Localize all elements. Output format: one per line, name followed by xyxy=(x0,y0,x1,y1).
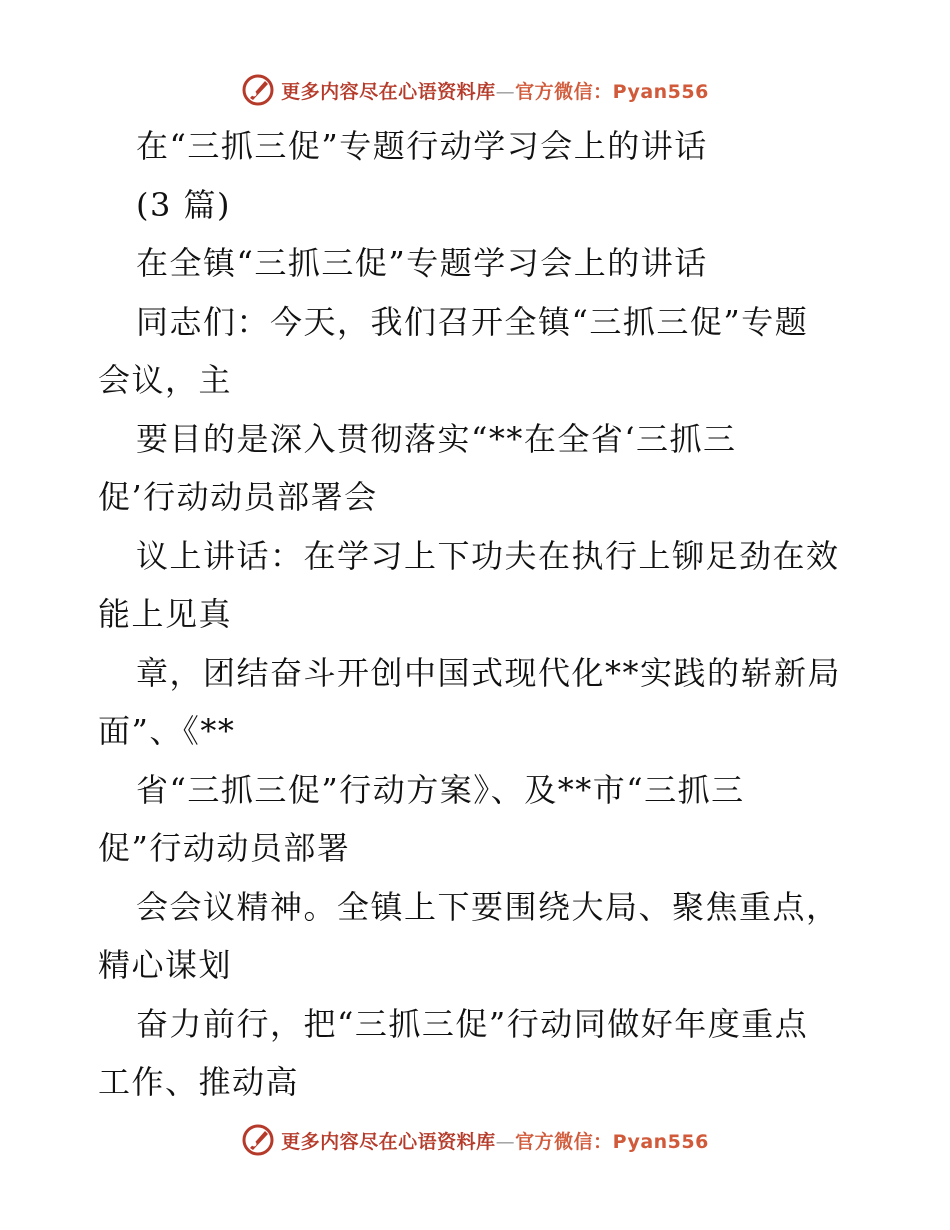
paragraph-line: 工作、推动高 xyxy=(98,1063,300,1101)
quill-logo-icon xyxy=(241,73,275,107)
paragraph-line: 章，团结奋斗开创中国式现代化**实践的崭新局 xyxy=(136,653,842,692)
document-title-line-1: 在“三抓三促”专题行动学习会上的讲话 xyxy=(136,127,708,165)
paragraph-line: 面”、《** xyxy=(98,712,236,750)
paragraph-line: 能上见真 xyxy=(98,595,233,633)
header-wechat-text: 官方微信：Pyan556 xyxy=(515,80,709,103)
document-title-line-2: (3 篇) xyxy=(136,185,232,224)
paragraph-line: 促”行动动员部署 xyxy=(98,829,351,867)
paragraph-line: 省“三抓三促”行动方案》、及**市“三抓三 xyxy=(136,770,745,809)
paragraph-line: 会议，主 xyxy=(98,361,233,399)
header-separator: — xyxy=(495,80,516,103)
footer-brand-text: 更多内容尽在心语资料库 xyxy=(281,1130,496,1153)
section-heading: 在全镇“三抓三促”专题学习会上的讲话 xyxy=(136,244,708,282)
footer-banner xyxy=(0,1120,950,1160)
header-brand-text: 更多内容尽在心语资料库 xyxy=(281,80,496,103)
footer-separator: — xyxy=(495,1130,516,1153)
paragraph-line: 奋力前行，把“三抓三促”行动同做好年度重点 xyxy=(136,1004,809,1043)
paragraph-line: 促’行动动员部署会 xyxy=(98,478,378,516)
footer-banner-text xyxy=(281,1127,709,1154)
paragraph-line: 要目的是深入贯彻落实“**在全省‘三抓三 xyxy=(136,419,737,458)
document-body xyxy=(98,117,858,1112)
paragraph-line: 同志们：今天，我们召开全镇“三抓三促”专题 xyxy=(136,302,809,341)
quill-logo-icon xyxy=(241,1123,275,1157)
paragraph-line: 议上讲话：在学习上下功夫在执行上铆足劲在效 xyxy=(136,536,840,575)
paragraph-line: 精心谋划 xyxy=(98,946,233,984)
header-banner xyxy=(0,70,950,110)
header-banner-text xyxy=(281,77,709,104)
paragraph-line: 会会议精神。全镇上下要围绕大局、聚焦重点， xyxy=(136,887,840,926)
footer-wechat-text: 官方微信：Pyan556 xyxy=(515,1130,709,1153)
